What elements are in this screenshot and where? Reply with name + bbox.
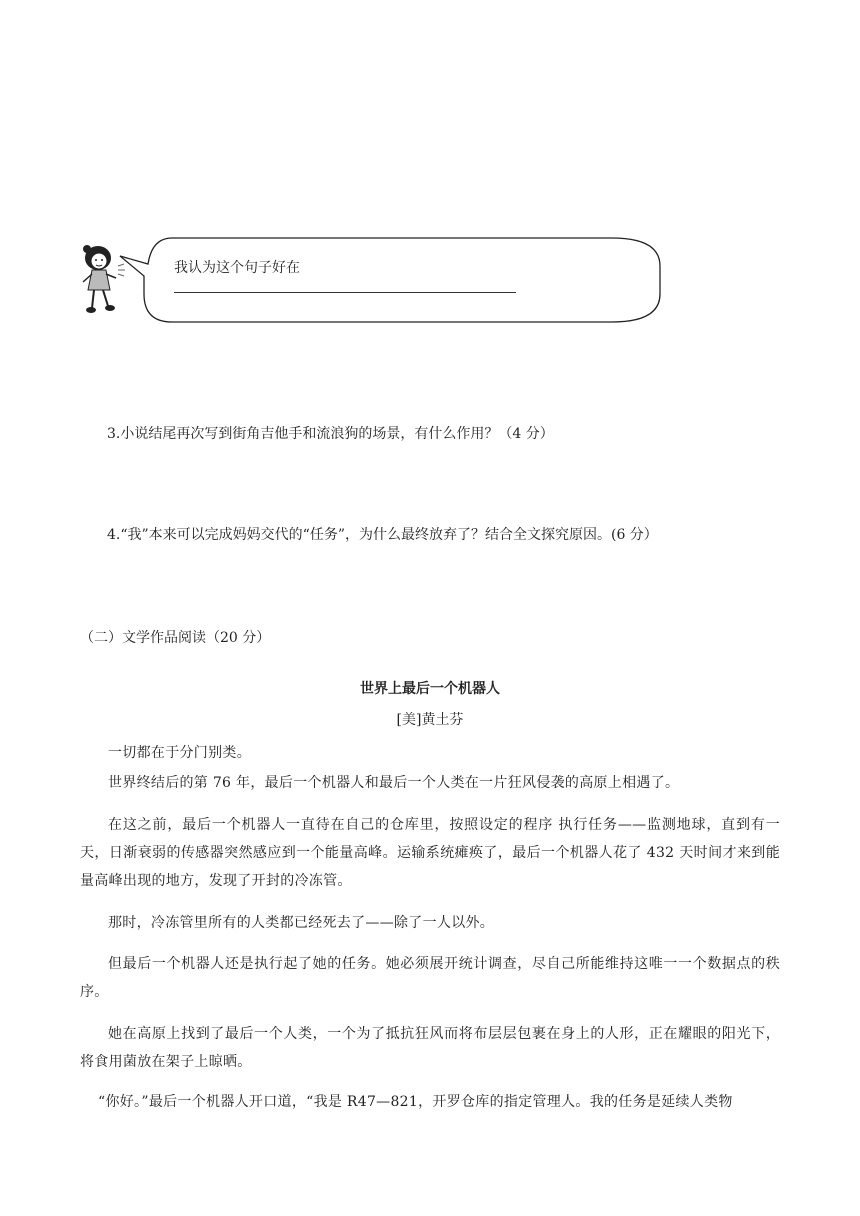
article-author: [美]黄土芬 — [396, 712, 464, 728]
paragraph: 在这之前，最后一个机器人一直待在自己的仓库里，按照设定的程序 执行任务——监测地球，直到有一天，日渐衰弱的传感器突然感应到一个能量高峰。运输系统瘫痪了，最后一个机器人花了 432 天时间才来到能量高峰出现的地方，发现了开封的冷冻管。 — [80, 817, 780, 889]
answer-line — [174, 292, 516, 293]
bubble-prompt: 我认为这个句子好在 — [174, 260, 300, 276]
paragraph: “你好。”最后一个机器人开口道，“我是 R47—821，开罗仓库的指定管理人。我的任务是延续人类物 — [98, 1094, 733, 1110]
question-4: 4.“我”本来可以完成妈妈交代的“任务”，为什么最终放弃了？结合全文探究原因。(6 分） — [107, 527, 658, 543]
speech-bubble — [112, 236, 672, 326]
question-3: 3.小说结尾再次写到街角吉他手和流浪狗的场景，有什么作用？（4 分） — [107, 426, 554, 442]
paragraph: 她在高原上找到了最后一个人类，一个为了抵抗狂风而将布层层包裹在身上的人形，正在耀眼的阳光下，将食用菌放在架子上晾晒。 — [80, 1026, 780, 1070]
section-heading: （二）文学作品阅读（20 分） — [80, 630, 271, 646]
paragraph: 但最后一个机器人还是执行起了她的任务。她必须展开统计调查，尽自己所能维持这唯一一个数据点的秩序。 — [80, 956, 780, 1000]
paragraph: 一切都在于分门别类。 — [108, 745, 251, 761]
paragraph: 那时，冷冻管里所有的人类都已经死去了——除了一人以外。 — [108, 915, 495, 931]
article-title: 世界上最后一个机器人 — [360, 681, 500, 697]
paragraph: 世界终结后的第 76 年，最后一个机器人和最后一个人类在一片狂风侵袭的高原上相遇了。 — [108, 775, 680, 791]
